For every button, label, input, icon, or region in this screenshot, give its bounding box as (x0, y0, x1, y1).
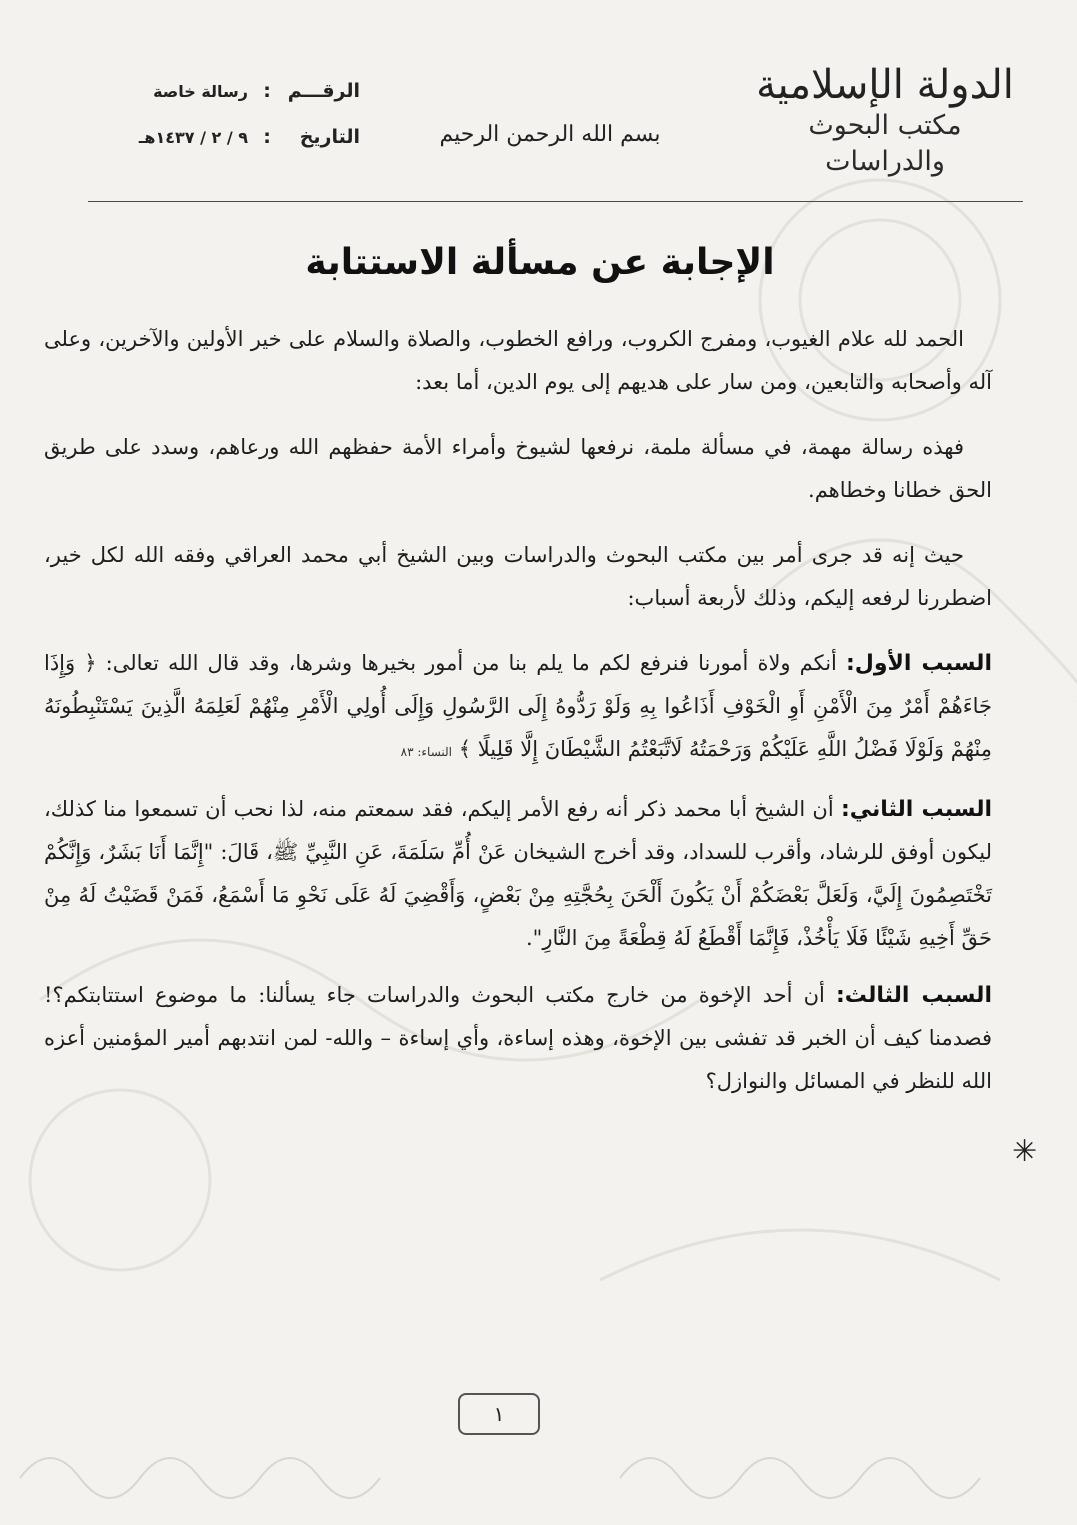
reference-number-row (60, 80, 360, 126)
reason-second-label: السبب الثاني: (840, 797, 992, 822)
page-number: ١ (458, 1393, 540, 1435)
reason-third (44, 974, 992, 1103)
date-row (60, 126, 360, 172)
reference-number-value: رسالة خاصة (153, 82, 248, 101)
reason-third-text: أن أحد الإخوة من خارج مكتب البحوث والدراسات جاء يسألنا: ما موضوع استتابتكم؟! فصدمنا كيف أن الخبر قد تفشى بين الإخوة، وهذه إساءة، وأي إساءة – والله- لمن انتدبهم أمير المؤمنين أعزه الله للنظر في المسائل والنوازل؟ (44, 983, 992, 1093)
letter-meta (60, 80, 360, 172)
reason-first-text: أنكم ولاة أمورنا فنرفع لكم ما يلم بنا من أمور بخيرها وشرها، وقد قال الله تعالى: (105, 651, 837, 675)
document-title: الإجابة عن مسألة الاستتابة (305, 242, 775, 283)
basmala: بسم الله الرحمن الرحيم (439, 122, 661, 147)
date-label: التاريخ (299, 126, 360, 148)
bottom-ornament (0, 1418, 1077, 1525)
document-body (44, 318, 992, 1117)
date-value: ٩ / ٢ / ١٤٣٧هـ (138, 128, 248, 147)
header-divider (88, 201, 1023, 202)
margin-asterisk-icon: ✳ (1012, 1134, 1038, 1169)
reason-second (44, 788, 992, 960)
reference-number-label: الرقـــم (287, 80, 360, 102)
opening-paragraph: الحمد لله علام الغيوب، ومفرج الكروب، ورافع الخطوب، والصلاة والسلام على خير الأولين والآخرين، وعلى آله وأصحابه والتابعين، ومن سار على هديهم إلى يوم الدين، أما بعد: (44, 327, 992, 394)
date-separator: : (263, 126, 271, 148)
quran-verse-reference: النساء: ٨٣ (400, 745, 453, 759)
logo-main-text: الدولة الإسلامية (756, 62, 1014, 108)
reason-second-text: أن الشيخ أبا محمد ذكر أنه رفع الأمر إليكم، فقد سمعتم منه، لذا نحب أن تسمعوا منا كذلك، ليكون أوفق للرشاد، وأقرب للسداد، وقد أخرج الشيخان عَنْ أُمِّ سَلَمَةَ، عَنِ النَّبِيِّ ﷺ، قَالَ: "إِنَّمَا أَنَا بَشَرٌ، وَإِنَّكُمْ تَخْتَصِمُونَ إِلَيَّ، وَلَعَلَّ بَعْضَكُمْ أَنْ يَكُونَ أَلْحَنَ بِحُجَّتِهِ مِنْ بَعْضٍ، وَأَقْضِيَ لَهُ عَلَى نَحْوِ مَا أَسْمَعُ، فَمَنْ قَضَيْتُ لَهُ مِنْ حَقِّ أَخِيهِ شَيْئًا فَلَا يَأْخُذْ، فَإِنَّمَا أَقْطَعُ لَهُ قِطْعَةً مِنَ النَّارِ". (44, 797, 992, 950)
reason-first (44, 642, 992, 774)
reason-third-label: السبب الثالث: (836, 983, 992, 1008)
purpose-paragraph: فهذه رسالة مهمة، في مسألة ملمة، نرفعها لشيوخ وأمراء الأمة حفظهم الله ورعاهم، وسدد على طريق الحق خطانا وخطاهم. (44, 435, 992, 502)
reference-separator: : (263, 80, 271, 102)
reason-first-label: السبب الأول: (845, 651, 992, 676)
logo-sub-text: مكتب البحوث والدراسات (808, 110, 962, 177)
quran-verse: ﴿ وَإِذَا جَاءَهُمْ أَمْرٌ مِنَ الْأَمْنِ أَوِ الْخَوْفِ أَذَاعُوا بِهِ وَلَوْ رَدُّوهُ إِلَى الرَّسُولِ وَإِلَى أُولِي الْأَمْرِ مِنْهُمْ لَعَلِمَهُ الَّذِينَ يَسْتَنْبِطُونَهُ مِنْهُمْ وَلَوْلَا فَضْلُ اللَّهِ عَلَيْكُمْ وَرَحْمَتُهُ لَاتَّبَعْتُمُ الشَّيْطَانَ إِلَّا قَلِيلًا ﴾ (44, 651, 992, 761)
context-paragraph: حيث إنه قد جرى أمر بين مكتب البحوث والدراسات وبين الشيخ أبي محمد العراقي وفقه الله لكل خير، اضطررنا لرفعه إليكم، وذلك لأربعة أسباب: (44, 543, 992, 610)
organization-logo (755, 62, 1015, 177)
